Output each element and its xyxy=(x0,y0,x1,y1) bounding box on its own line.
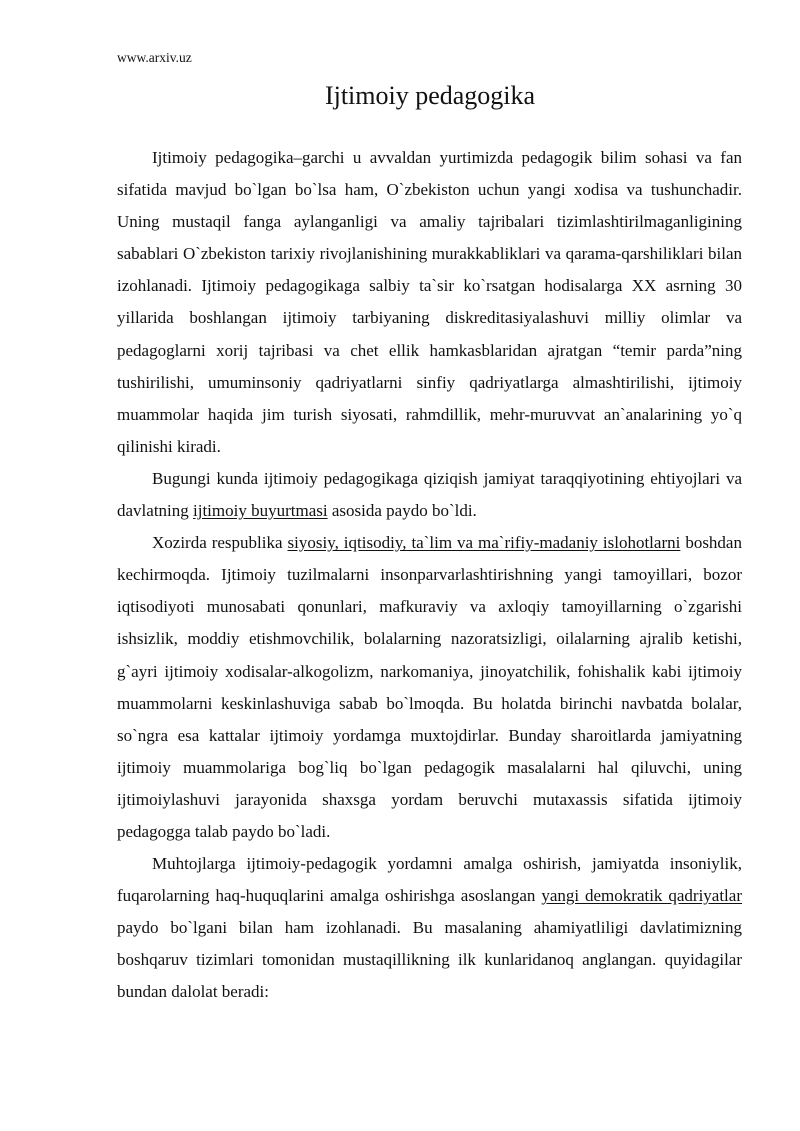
paragraph-4-text-end: paydo bo`lgani bilan ham izohlanadi. Bu masalaning ahamiyatliligi davlatimizning boshqaruv tizimlari tomonidan mustaqillikning ilk kunlaridanoq anglangan. quyidagilar bundan dalolat beradi: xyxy=(117,918,742,1002)
paragraph-4 xyxy=(117,848,742,1008)
site-url: www.arxiv.uz xyxy=(117,50,192,65)
document-body xyxy=(117,142,742,1009)
document-title: Ijtimoiy pedagogika xyxy=(324,81,536,110)
paragraph-1: Ijtimoiy pedagogika–garchi u avvaldan yurtimizda pedagogik bilim sohasi va fan sifatida mavjud bo`lgan bo`lsa ham, O`zbekiston uchun yangi xodisa va tushunchadir. Uning mustaqil fanga aylanganligi va amaliy tajribalari tizimlashtirilmaganligining sabablari O`zbekiston tarixiy rivojlanishining murakkabliklari va qarama-qarshiliklari bilan izohlanadi. Ijtimoiy pedagogikaga salbiy ta`sir ko`rsatgan hodisalarga XX asrning 30 yillarida boshlangan ijtimoiy tarbiyaning diskreditasiyalashuvi milliy olimlar va pedagoglarni xorij tajribasi va chet ellik hamkasblaridan ajratgan “temir parda”ning tushirilishi, umuminsoniy qadriyatlarni sinfiy qadriyatlarga almashtirilishi, ijtimoiy muammolar haqida jim turish siyosati, rahmdillik, mehr-muruvvat an`analarining yo`q qilinishi kiradi. xyxy=(117,148,742,456)
paragraph-3 xyxy=(117,527,742,848)
link-demokratik-qadriyatlar[interactable]: yangi demokratik qadriyatlar xyxy=(541,886,742,906)
link-islohotlar[interactable]: siyosiy, iqtisodiy, ta`lim va ma`rifiy-madaniy islohotlarni xyxy=(287,533,681,553)
paragraph-2 xyxy=(117,463,742,527)
paragraph-2-text-end: asosida paydo bo`ldi. xyxy=(327,501,477,521)
link-ijtimoiy-buyurtmasi[interactable]: ijtimoiy buyurtmasi xyxy=(193,501,328,521)
paragraph-2-text-start: Bugungi kunda ijtimoiy pedagogikaga qiziqish jamiyat taraqqiyotining ehtiyojlari va davlatning xyxy=(117,468,742,521)
paragraph-4-text-start: Muhtojlarga ijtimoiy-pedagogik yordamni amalga oshirish, jamiyatda insoniylik, fuqarolarning haq-huquqlarini amalga oshirishga asoslangan xyxy=(117,854,742,906)
paragraph-3-text-start: Xozirda respublika xyxy=(152,533,288,553)
paragraph-3-text-end: boshdan kechirmoqda. Ijtimoiy tuzilmalarni insonparvarlashtirishning yangi tamoyillari, bozor iqtisodiyoti munosabati qonunlari, mafkuraviy va axloqiy tamoyillarning o`zgarishi ishsizlik, moddiy etishmovchilik, bolalarning nazoratsizligi, oilalarning ajralib ketishi, g`ayri ijtimoiy xodisalar-alkogolizm, narkomaniya, jinoyatchilik, fohishalik kabi ijtimoiy muammolarni keskinlashuviga sabab bo`lmoqda. Bu holatda birinchi navbatda bolalar, so`ngra esa kattalar ijtimoiy yordamga muxtojdirlar. Bunday sharoitlarda jamiyatning ijtimoiy muammolariga bog`liq bo`lgan pedagogik masalalarni hal qiluvchi, uning ijtimoiylashuvi jarayonida shaxsga yordam beruvchi mutaxassis sifatida ijtimoiy pedagogga talab paydo bo`ladi. xyxy=(117,533,742,841)
